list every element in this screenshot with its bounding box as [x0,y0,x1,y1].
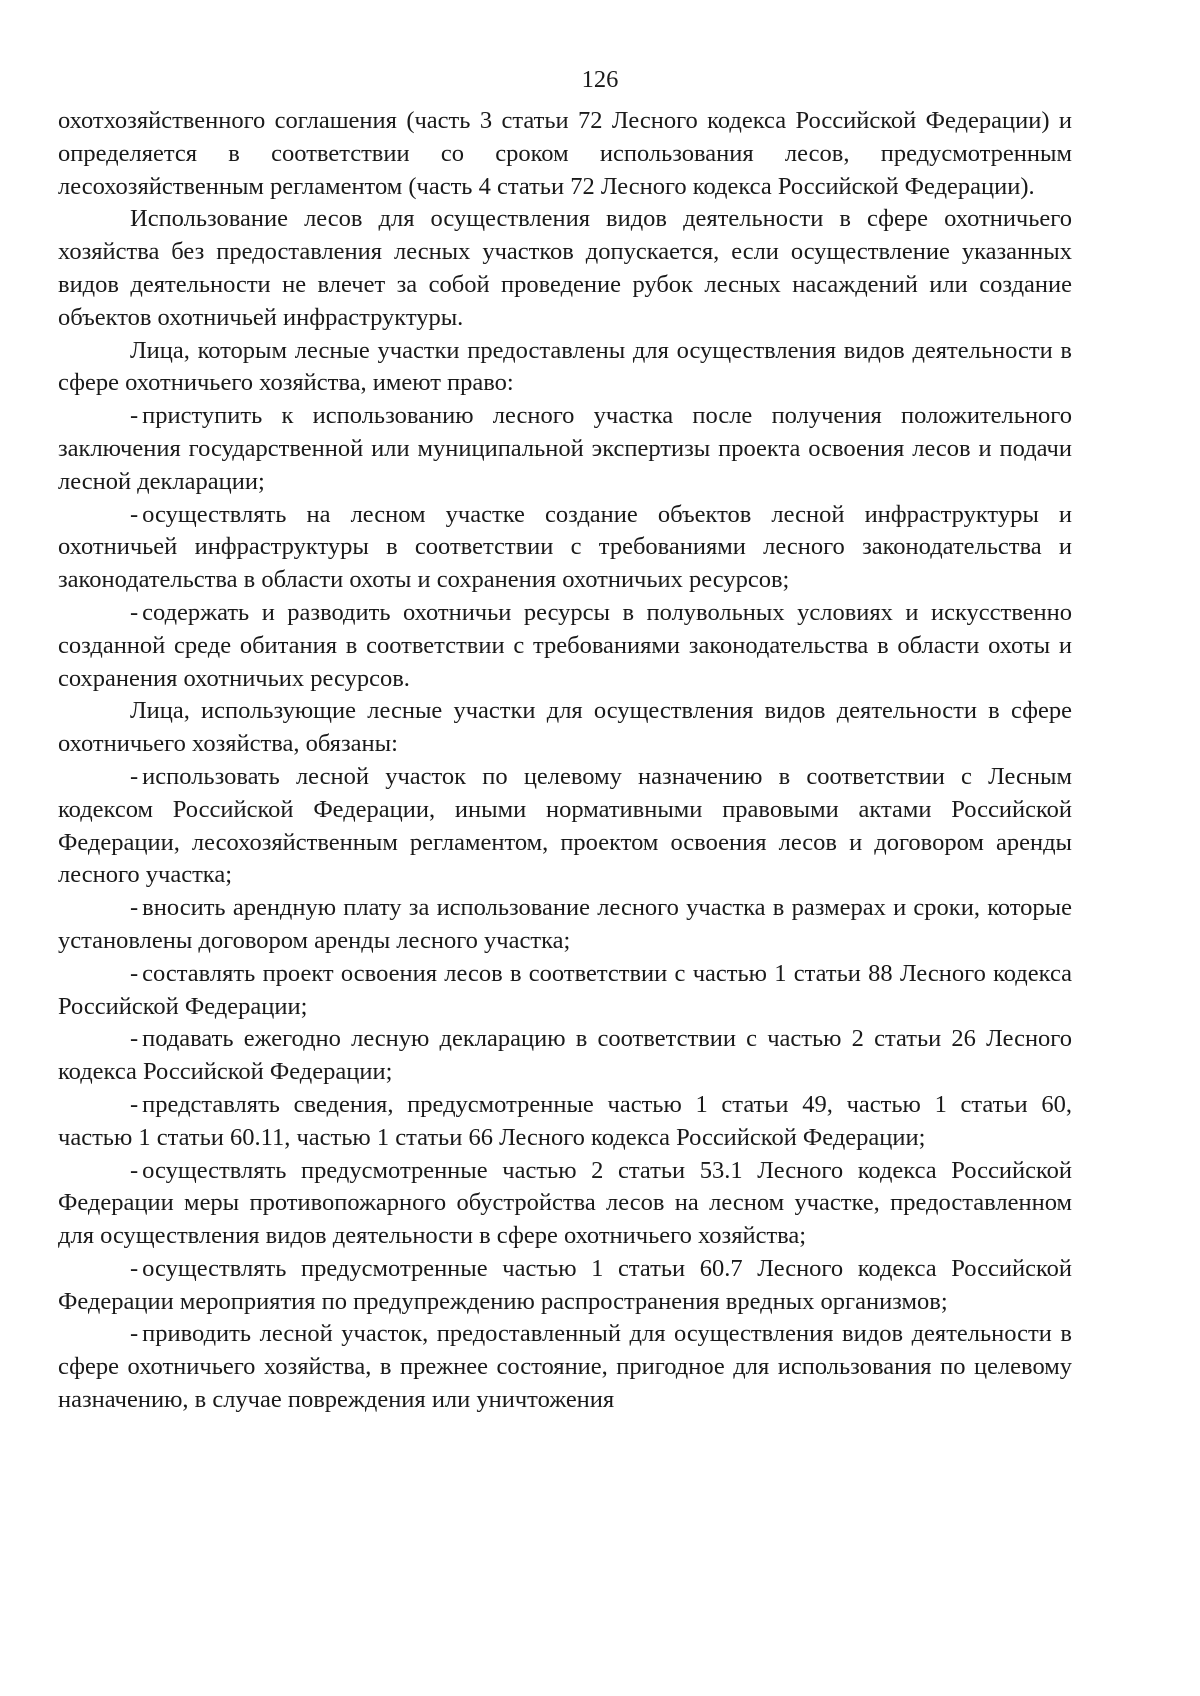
list-item [58,499,1072,597]
document-body [58,105,1072,1417]
paragraph-text: осуществлять на лесном участке создание объектов лесной инфраструктуры и охотничьей инфраструктуры в соответствии с требованиями лесного законодательства и законодательства в области охоты и сохранения охотничьих ресурсов; [58,500,1072,594]
list-item [58,597,1072,695]
paragraph-text: вносить арендную плату за использование лесного участка в размерах и сроки, которые установлены договором аренды лесного участка; [58,894,1072,954]
paragraph-text: осуществлять предусмотренные частью 2 статьи 53.1 Лесного кодекса Российской Федерации меры противопожарного обустройства лесов на лесном участке, предоставленном для осуществления видов деятельности в сфере охотничьего хозяйства; [58,1156,1072,1250]
list-item [58,1155,1072,1253]
list-item [58,1318,1072,1416]
paragraph [58,695,1072,761]
paragraph-text: подавать ежегодно лесную декларацию в соответствии с частью 2 статьи 26 Лесного кодекса Российской Федерации; [58,1025,1072,1086]
paragraph-text: приводить лесной участок, предоставленный для осуществления видов деятельности в сфере охотничьего хозяйства, в прежнее состояние, пригодное для использования по целевому назначению, в случае повреждения или уничтожения [58,1320,1072,1414]
paragraph-text: составлять проект освоения лесов в соответствии с частью 1 статьи 88 Лесного кодекса Российской Федерации; [58,959,1072,1020]
bullet-marker: - [130,762,139,790]
paragraph-text: использовать лесной участок по целевому назначению в соответствии с Лесным кодексом Российской Федерации, иными нормативными правовыми актами Российской Федерации, лесохозяйственным регламентом, проектом освоения лесов и договором аренды лесного участка; [58,762,1072,889]
bullet-marker: - [130,500,139,528]
list-item [58,958,1072,1024]
list-item [58,1023,1072,1089]
paragraph [58,105,1072,203]
list-item [58,892,1072,958]
bullet-marker: - [130,1254,139,1282]
paragraph-text: Лица, использующие лесные участки для осуществления видов деятельности в сфере охотничьего хозяйства, обязаны: [58,697,1072,758]
bullet-marker: - [130,959,139,987]
bullet-marker: - [130,1090,139,1118]
bullet-marker: - [130,402,139,430]
paragraph-text: приступить к использованию лесного участка после получения положительного заключения государственной или муниципальной экспертизы проекта освоения лесов и подачи лесной декларации; [58,402,1072,495]
list-item [58,761,1072,892]
list-item [58,1089,1072,1155]
paragraph [58,335,1072,401]
paragraph [58,203,1072,334]
bullet-marker: - [130,1025,139,1053]
page-number: 126 [581,66,619,93]
bullet-marker: - [130,1156,139,1184]
bullet-marker: - [130,598,139,626]
paragraph-text: Лица, которым лесные участки предоставлены для осуществления видов деятельности в сфере охотничьего хозяйства, имеют право: [58,336,1072,397]
list-item [58,400,1072,498]
paragraph-text: Использование лесов для осуществления видов деятельности в сфере охотничьего хозяйства без предоставления лесных участков допускается, если осуществление указанных видов деятельности не влечет за собой проведение рубок лесных насаждений или создание объектов охотничьей инфраструктуры. [58,205,1072,331]
paragraph-text: содержать и разводить охотничьи ресурсы в полувольных условиях и искусственно созданной среде обитания в соответствии с требованиями законодательства в области охоты и сохранения охотничьих ресурсов. [58,598,1072,692]
bullet-marker: - [130,894,139,922]
list-item [58,1253,1072,1319]
paragraph-text: осуществлять предусмотренные частью 1 статьи 60.7 Лесного кодекса Российской Федерации мероприятия по предупреждению распространения вредных организмов; [58,1254,1072,1315]
bullet-marker: - [130,1320,139,1348]
paragraph-text: охотхозяйственного соглашения (часть 3 статьи 72 Лесного кодекса Российской Федерации) и определяется в соответствии со сроком использования лесов, предусмотренным лесохозяйственным регламентом (часть 4 статьи 72 Лесного кодекса Российской Федерации). [58,107,1072,200]
paragraph-text: представлять сведения, предусмотренные частью 1 статьи 49, частью 1 статьи 60, частью 1 статьи 60.11, частью 1 статьи 66 Лесного кодекса Российской Федерации; [58,1090,1072,1151]
